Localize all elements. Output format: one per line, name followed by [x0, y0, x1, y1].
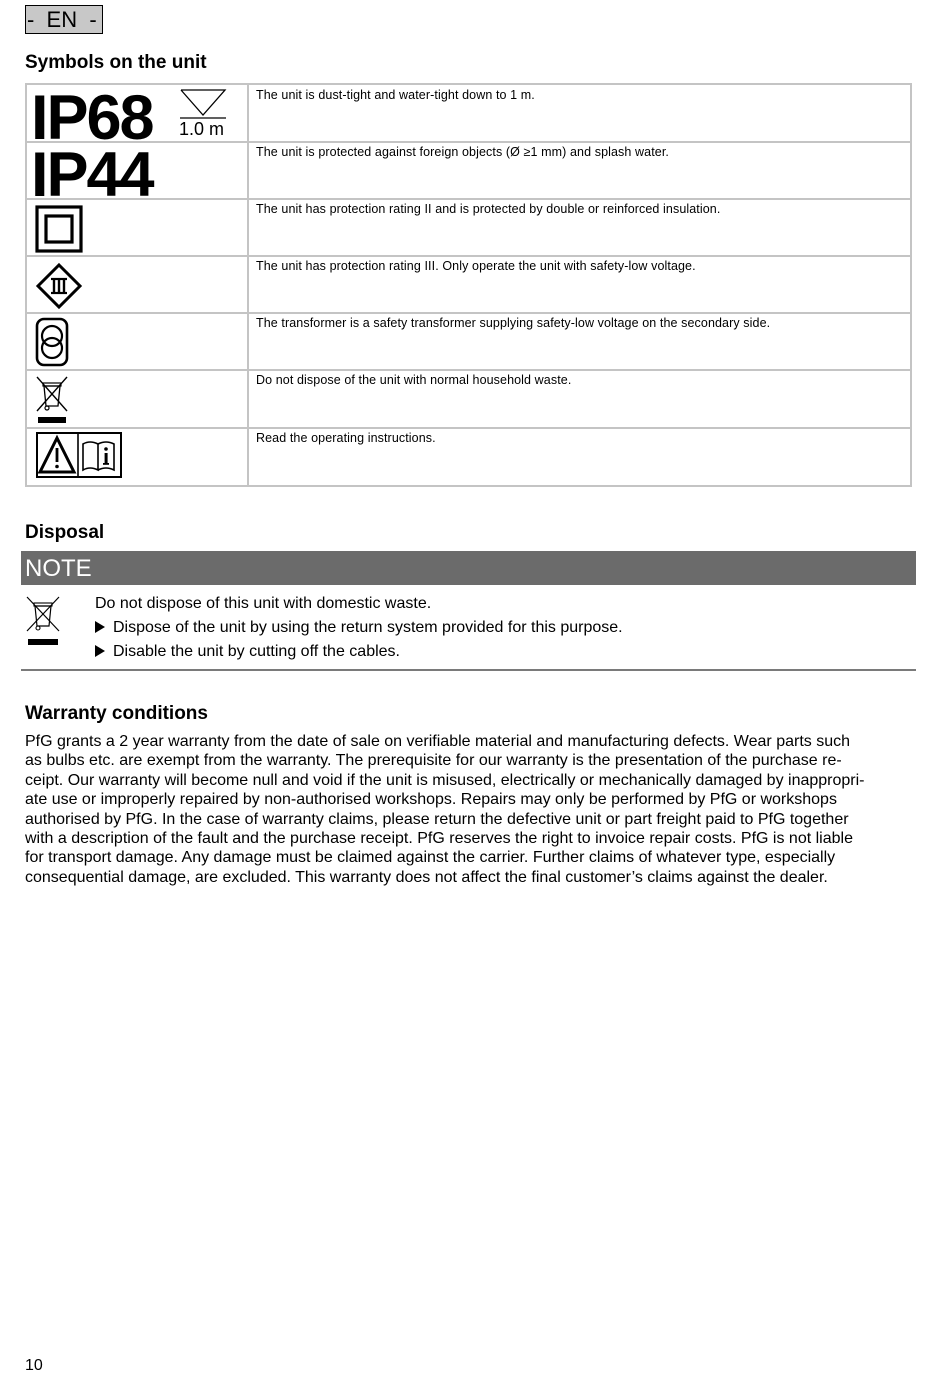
symbol-description: The unit is dust-tight and water-tight down to 1 m.	[256, 88, 535, 102]
note-banner: NOTE	[21, 551, 916, 585]
page-number: 10	[25, 1357, 43, 1374]
warranty-line: PfG grants a 2 year warranty from the date of sale on verifiable material and manufacturing defects. Wear parts such	[25, 733, 850, 750]
symbol-cell	[27, 83, 249, 153]
symbol-description: The transformer is a safety transformer supplying safety-low voltage on the secondary side.	[256, 316, 771, 330]
symbol-cell	[27, 313, 249, 369]
symbol-cell	[27, 199, 249, 255]
symbol-description: The unit has protection rating II and is protected by double or reinforced insulation.	[256, 202, 721, 216]
symbol-cell	[27, 370, 249, 427]
ip68-depth-label: 1.0 m	[179, 119, 225, 139]
triangle-bullet-icon	[95, 621, 105, 633]
symbol-row-class-iii	[27, 256, 910, 314]
warranty-heading: Warranty conditions	[25, 703, 208, 724]
warranty-line: for transport damage. Any damage must be claimed against the carrier. Further claims of whatever type, especially	[25, 849, 836, 867]
warranty-line: ceipt. Our warranty will become null and void if the unit is misused, electrically or mechanically damaged by inappropri-	[25, 771, 865, 789]
crossed-bin-icon	[25, 595, 61, 647]
language-badge: - EN -	[25, 5, 103, 34]
symbol-description: The unit is protected against foreign objects (Ø ≥1 mm) and splash water.	[256, 145, 669, 159]
symbol-row-read-manual	[27, 428, 910, 485]
ip44-label: IP44	[31, 140, 153, 210]
note-line-text: Dispose of the unit by using the return system provided for this purpose.	[113, 619, 623, 636]
crossed-bin-icon	[35, 375, 69, 425]
symbol-description: Do not dispose of the unit with normal household waste.	[256, 373, 572, 387]
warranty-line: consequential damage, are excluded. This warranty does not affect the final customer’s claims against the dealer.	[25, 868, 828, 886]
note-body	[21, 590, 916, 671]
symbol-description: Read the operating instructions.	[256, 431, 436, 445]
symbol-description: The unit has protection rating III. Only operate the unit with safety-low voltage.	[256, 259, 696, 273]
protection-class-iii-icon	[36, 263, 82, 309]
note-bullet-return-system	[95, 619, 623, 637]
ip68-label: IP68	[31, 83, 153, 153]
note-line-primary: Do not dispose of this unit with domestic waste.	[95, 595, 432, 612]
symbols-heading: Symbols on the unit	[25, 52, 207, 73]
symbol-cell	[27, 428, 249, 485]
read-instructions-icon	[36, 432, 122, 478]
symbol-cell	[27, 140, 249, 210]
warranty-paragraph	[25, 732, 915, 887]
symbol-row-weee	[27, 370, 910, 429]
note-line-text: Disable the unit by cutting off the cables.	[113, 643, 400, 660]
symbol-row-transformer	[27, 313, 910, 371]
warranty-line: ate use or improperly repaired by non-authorised workshops. Repairs may only be performed by PfG or workshops	[25, 791, 837, 809]
submersion-depth-icon	[180, 89, 226, 119]
warranty-line: authorised by PfG. In the case of warranty claims, please return the defective unit or part freight paid to PfG together	[25, 810, 849, 828]
triangle-bullet-icon	[95, 645, 105, 657]
symbol-row-class-ii	[27, 199, 910, 257]
safety-transformer-icon	[35, 317, 69, 367]
note-bullet-cut-cables	[95, 643, 400, 661]
warranty-line: as bulbs etc. are exempt from the warranty. The prerequisite for our warranty is the presentation of the purchase re-	[25, 752, 842, 770]
protection-class-ii-icon	[35, 205, 83, 253]
warranty-line: with a description of the fault and the purchase receipt. PfG reserves the right to invoice repair costs. PfG is not liable	[25, 830, 853, 848]
disposal-heading: Disposal	[25, 522, 105, 543]
symbol-cell	[27, 256, 249, 312]
symbols-table	[25, 83, 912, 487]
